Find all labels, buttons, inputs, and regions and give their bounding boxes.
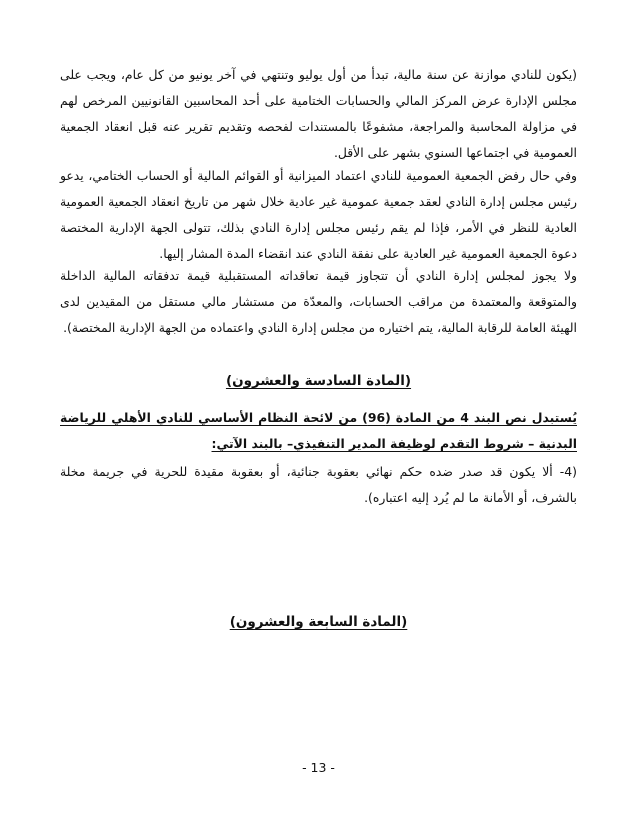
clause-item-4: (4- ألا يكون قد صدر ضده حكم نهائي بعقوبة جنائية، أو بعقوبة مقيدة للحرية في جريمة مخلة بالشرف، أو الأمانة ما لم يُرد إليه اعتباره). [60, 464, 577, 505]
article-27-heading: (المادة السابعة والعشرون) [229, 614, 408, 630]
article-26-heading: (المادة السادسة والعشرون) [225, 373, 412, 389]
amendment-lead: يُستبدل نص البند 4 من المادة (96) من لائحة النظام الأساسي للنادي الأهلي للرياضة البدنية – شروط التقدم لوظيفة المدير التنفيذي– بالبند الآتي: [60, 410, 577, 451]
page-number: - 13 - [302, 760, 335, 775]
paragraph-rejection: وفي حال رفض الجمعية العمومية للنادي اعتماد الميزانية أو القوائم المالية أو الحساب الختامي، يدعو رئيس مجلس إدارة النادي لعقد جمعية عمومية غير عادية خلال شهر من تاريخ انعقاد الجمعية العمومية العادية للنظر في الأمر، فإذا لم يقم رئيس مجلس إدارة النادي بذلك، تتولى الجهة الإدارية المختصة دعوة الجمعية العمومية غير العادية على نفقة النادي عند انقضاء المدة المشار إليها. [60, 168, 577, 261]
paragraph-budget: (يكون للنادي موازنة عن سنة مالية، تبدأ من أول يوليو وتنتهي في آخر يونيو من كل عام، ويجب على مجلس الإدارة عرض المركز المالي والحسابات الختامية على أحد المحاسبين القانونيين المرخص لهم في مزاولة المحاسبة والمراجعة، مشفوعًا بالمستندات لفحصه وتقديم تقرير عنه قبل انعقاد الجمعية العمومية في اجتماعها السنوي بشهر على الأقل. [60, 67, 577, 160]
paragraph-contracts: ولا يجوز لمجلس إدارة النادي أن تتجاوز قيمة تعاقداته المستقبلية قيمة تدفقاته المالية الداخلة والمتوقعة والمعتمدة من مراقب الحسابات، والمعدّة من مستشار مالي مستقل من المقيدين لدى الهيئة العامة للرقابة المالية، يتم اختياره من مجلس إدارة النادي واعتماده من الجهة الإدارية المختصة). [60, 268, 577, 335]
